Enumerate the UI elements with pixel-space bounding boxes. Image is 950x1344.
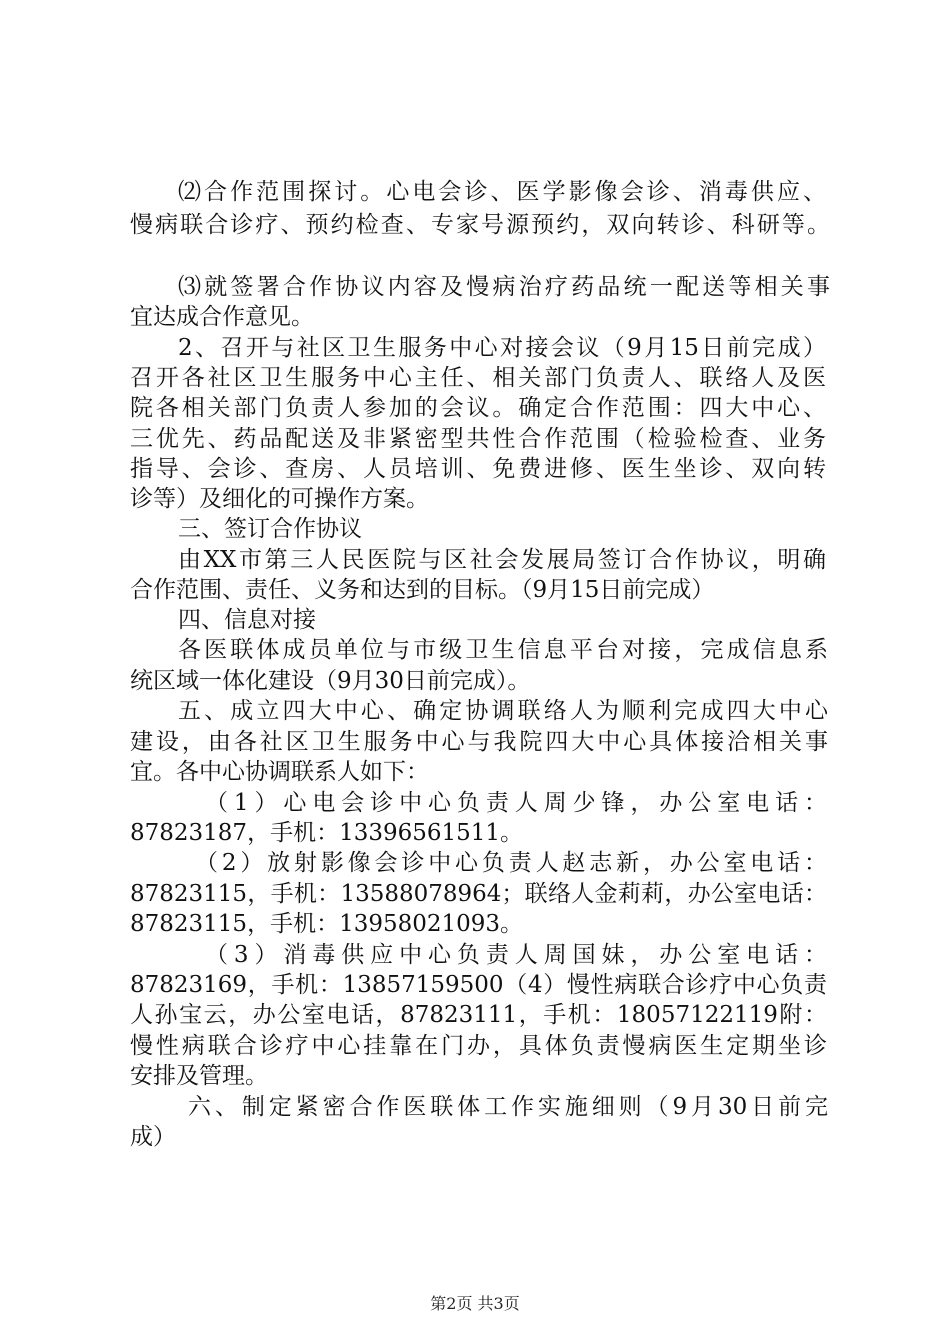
text-line: （1）心电会诊中心负责人周少锋，办公室电话： bbox=[205, 790, 827, 816]
text-line: （2）放射影像会诊中心负责人赵志新，办公室电话： bbox=[195, 850, 827, 876]
text-line: 人孙宝云，办公室电话，87823111，手机：18057122119附： bbox=[130, 1002, 827, 1028]
text-line: 建设，由各社区卫生服务中心与我院四大中心具体接洽相关事 bbox=[130, 729, 828, 755]
text-line: ⑵合作范围探讨。心电会诊、医学影像会诊、消毒供应、 bbox=[178, 179, 826, 205]
text-line: 87823115，手机：13958021093。 bbox=[130, 911, 524, 937]
text-line: ⑶就签署合作协议内容及慢病治疗药品统一配送等相关事 bbox=[178, 274, 830, 300]
text-line: 慢病联合诊疗、预约检查、专家号源预约，双向转诊、科研等。 bbox=[130, 212, 830, 238]
text-line: 统区域一体化建设（9月30日前完成）。 bbox=[130, 668, 531, 694]
text-line: 慢性病联合诊疗中心挂靠在门办，具体负责慢病医生定期坐诊 bbox=[130, 1033, 827, 1059]
text-line: 三优先、药品配送及非紧密型共性合作范围（检验检查、业务 bbox=[130, 426, 826, 452]
text-line: 成） bbox=[130, 1124, 176, 1150]
text-line: 由XX市第三人民医院与区社会发展局签订合作协议，明确 bbox=[178, 547, 826, 573]
text-line: 87823187，手机：13396561511。 bbox=[130, 820, 524, 846]
text-line: 安排及管理。 bbox=[130, 1063, 268, 1089]
section-heading: 五、成立四大中心、确定协调联络人为顺利完成四大中心 bbox=[178, 698, 828, 724]
text-line: （3）消毒供应中心负责人周国妹，办公室电话： bbox=[205, 942, 827, 968]
text-line: 宜。各中心协调联系人如下： bbox=[130, 759, 429, 785]
text-line: 指导、会诊、查房、人员培训、免费进修、医生坐诊、双向转 bbox=[130, 456, 826, 482]
section-heading: 六、制定紧密合作医联体工作实施细则（9月30日前完 bbox=[188, 1094, 828, 1120]
text-line: 院各相关部门负责人参加的会议。确定合作范围：四大中心、 bbox=[130, 395, 826, 421]
text-line: 合作范围、责任、义务和达到的目标。（9月15日前完成） bbox=[130, 577, 715, 603]
section-heading: 三、签订合作协议 bbox=[178, 516, 362, 542]
page-number-footer: 第2页 共3页 bbox=[430, 1294, 520, 1313]
text-line: 各医联体成员单位与市级卫生信息平台对接，完成信息系 bbox=[178, 637, 828, 663]
text-line: 87823115，手机：13588078964；联络人金莉莉，办公室电话： bbox=[130, 881, 827, 907]
text-line: 召开各社区卫生服务中心主任、相关部门负责人、联络人及医 bbox=[130, 365, 826, 391]
section-heading: 四、信息对接 bbox=[178, 607, 316, 633]
text-line: 2、召开与社区卫生服务中心对接会议（9月15日前完成） bbox=[178, 335, 826, 361]
text-line: 宜达成合作意见。 bbox=[130, 304, 314, 330]
text-line: 诊等）及细化的可操作方案。 bbox=[130, 486, 429, 512]
text-line: 87823169，手机：13857159500（4）慢性病联合诊疗中心负责 bbox=[130, 972, 827, 998]
